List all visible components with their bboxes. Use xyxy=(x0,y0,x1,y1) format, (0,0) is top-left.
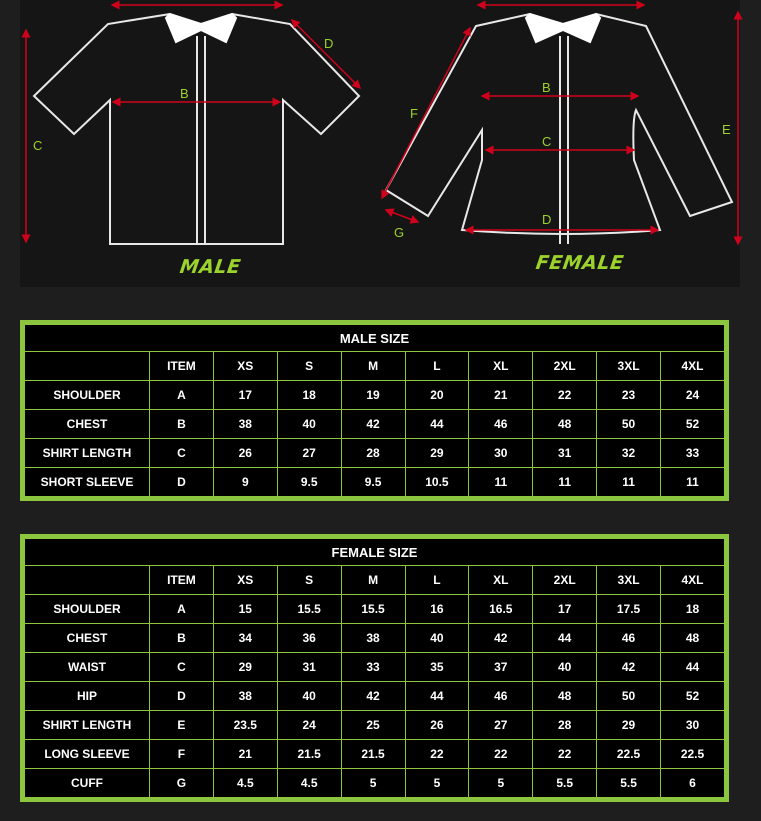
size-value-cell: 52 xyxy=(661,682,725,711)
size-value-cell: 5 xyxy=(469,769,533,798)
item-code-cell: C xyxy=(150,653,214,682)
female-size-table xyxy=(20,534,729,802)
size-value-cell: 11 xyxy=(661,468,725,497)
column-header: 4XL xyxy=(661,566,725,595)
table-row xyxy=(25,439,725,468)
size-value-cell: 42 xyxy=(341,682,405,711)
female-marker-c: C xyxy=(542,134,552,149)
size-value-cell: 35 xyxy=(405,653,469,682)
size-value-cell: 15.5 xyxy=(341,595,405,624)
female-marker-f: F xyxy=(410,106,418,121)
size-value-cell: 33 xyxy=(661,439,725,468)
size-value-cell: 30 xyxy=(661,711,725,740)
column-header xyxy=(25,352,150,381)
size-value-cell: 46 xyxy=(597,624,661,653)
size-value-cell: 18 xyxy=(661,595,725,624)
size-value-cell: 22 xyxy=(405,740,469,769)
size-value-cell: 9 xyxy=(213,468,277,497)
size-value-cell: 28 xyxy=(341,439,405,468)
size-value-cell: 26 xyxy=(213,439,277,468)
item-code-cell: A xyxy=(150,595,214,624)
column-header: M xyxy=(341,566,405,595)
size-value-cell: 6 xyxy=(661,769,725,798)
size-value-cell: 38 xyxy=(213,682,277,711)
row-label: WAIST xyxy=(25,653,150,682)
column-header: XS xyxy=(213,352,277,381)
size-value-cell: 26 xyxy=(405,711,469,740)
size-value-cell: 15.5 xyxy=(277,595,341,624)
item-code-cell: G xyxy=(150,769,214,798)
size-value-cell: 17.5 xyxy=(597,595,661,624)
size-value-cell: 15 xyxy=(213,595,277,624)
size-value-cell: 21.5 xyxy=(341,740,405,769)
size-value-cell: 22 xyxy=(469,740,533,769)
table-row xyxy=(25,682,725,711)
size-value-cell: 20 xyxy=(405,381,469,410)
table-row xyxy=(25,468,725,497)
table-row xyxy=(25,653,725,682)
row-label: SHIRT LENGTH xyxy=(25,711,150,740)
size-value-cell: 52 xyxy=(661,410,725,439)
table-header-row xyxy=(25,352,725,381)
size-value-cell: 27 xyxy=(277,439,341,468)
female-marker-g: G xyxy=(394,225,405,240)
male-marker-b: B xyxy=(180,86,189,101)
female-marker-a xyxy=(557,0,566,1)
size-value-cell: 44 xyxy=(405,682,469,711)
size-value-cell: 48 xyxy=(533,410,597,439)
size-value-cell: 42 xyxy=(341,410,405,439)
size-value-cell: 5 xyxy=(341,769,405,798)
size-value-cell: 5.5 xyxy=(533,769,597,798)
size-value-cell: 46 xyxy=(469,410,533,439)
size-value-cell: 4.5 xyxy=(213,769,277,798)
size-value-cell: 22 xyxy=(533,740,597,769)
item-code-cell: B xyxy=(150,410,214,439)
size-value-cell: 31 xyxy=(533,439,597,468)
table-row xyxy=(25,624,725,653)
size-value-cell: 50 xyxy=(597,682,661,711)
size-value-cell: 22.5 xyxy=(661,740,725,769)
column-header: M xyxy=(341,352,405,381)
size-value-cell: 10.5 xyxy=(405,468,469,497)
row-label: SHOULDER xyxy=(25,381,150,410)
size-value-cell: 44 xyxy=(533,624,597,653)
item-code-cell: A xyxy=(150,381,214,410)
size-value-cell: 22 xyxy=(533,381,597,410)
table-row xyxy=(25,410,725,439)
size-value-cell: 38 xyxy=(213,410,277,439)
table-title-row xyxy=(25,539,725,566)
column-header xyxy=(25,566,150,595)
column-header: L xyxy=(405,352,469,381)
female-measure-markers xyxy=(394,0,731,240)
item-code-cell: D xyxy=(150,468,214,497)
size-value-cell: 38 xyxy=(341,624,405,653)
table-row xyxy=(25,769,725,798)
column-header: ITEM xyxy=(150,566,214,595)
shirt-diagram-svg xyxy=(20,0,740,287)
size-value-cell: 5 xyxy=(405,769,469,798)
column-header: XL xyxy=(469,352,533,381)
table-row xyxy=(25,595,725,624)
item-code-cell: E xyxy=(150,711,214,740)
item-code-cell: F xyxy=(150,740,214,769)
size-value-cell: 44 xyxy=(405,410,469,439)
row-label: HIP xyxy=(25,682,150,711)
measurement-diagram xyxy=(20,0,740,287)
male-marker-a xyxy=(196,0,205,1)
female-marker-e: E xyxy=(722,122,731,137)
male-marker-c: C xyxy=(33,138,43,153)
column-header: 3XL xyxy=(597,566,661,595)
size-value-cell: 9.5 xyxy=(277,468,341,497)
size-value-cell: 16.5 xyxy=(469,595,533,624)
row-label: SHOULDER xyxy=(25,595,150,624)
size-value-cell: 34 xyxy=(213,624,277,653)
size-value-cell: 48 xyxy=(533,682,597,711)
female-shirt-outline xyxy=(386,14,732,244)
size-value-cell: 46 xyxy=(469,682,533,711)
male-size-table xyxy=(20,320,729,501)
size-value-cell: 37 xyxy=(469,653,533,682)
column-header: S xyxy=(277,566,341,595)
size-value-cell: 40 xyxy=(533,653,597,682)
size-value-cell: 29 xyxy=(213,653,277,682)
size-value-cell: 11 xyxy=(469,468,533,497)
female-marker-b: B xyxy=(542,80,551,95)
row-label: LONG SLEEVE xyxy=(25,740,150,769)
item-code-cell: D xyxy=(150,682,214,711)
column-header: 3XL xyxy=(597,352,661,381)
size-value-cell: 40 xyxy=(277,682,341,711)
size-value-cell: 17 xyxy=(533,595,597,624)
size-value-cell: 27 xyxy=(469,711,533,740)
size-value-cell: 24 xyxy=(277,711,341,740)
size-value-cell: 33 xyxy=(341,653,405,682)
size-value-cell: 21.5 xyxy=(277,740,341,769)
size-value-cell: 42 xyxy=(597,653,661,682)
item-code-cell: B xyxy=(150,624,214,653)
column-header: XL xyxy=(469,566,533,595)
table-row xyxy=(25,711,725,740)
row-label: SHIRT LENGTH xyxy=(25,439,150,468)
size-value-cell: 29 xyxy=(597,711,661,740)
column-header: 2XL xyxy=(533,566,597,595)
table-title: FEMALE SIZE xyxy=(25,539,725,566)
size-value-cell: 50 xyxy=(597,410,661,439)
size-value-cell: 42 xyxy=(469,624,533,653)
size-value-cell: 19 xyxy=(341,381,405,410)
size-value-cell: 24 xyxy=(661,381,725,410)
size-value-cell: 28 xyxy=(533,711,597,740)
size-value-cell: 16 xyxy=(405,595,469,624)
male-label: MALE xyxy=(178,256,243,278)
item-code-cell: C xyxy=(150,439,214,468)
row-label: CHEST xyxy=(25,624,150,653)
table-row xyxy=(25,381,725,410)
column-header: S xyxy=(277,352,341,381)
size-value-cell: 40 xyxy=(405,624,469,653)
row-label: CHEST xyxy=(25,410,150,439)
size-value-cell: 9.5 xyxy=(341,468,405,497)
male-marker-d: D xyxy=(324,36,334,51)
male-shirt-outline xyxy=(34,14,359,244)
row-label: CUFF xyxy=(25,769,150,798)
size-value-cell: 30 xyxy=(469,439,533,468)
female-marker-d: D xyxy=(542,212,552,227)
column-header: 4XL xyxy=(661,352,725,381)
column-header: 2XL xyxy=(533,352,597,381)
size-value-cell: 25 xyxy=(341,711,405,740)
table-row xyxy=(25,740,725,769)
size-value-cell: 44 xyxy=(661,653,725,682)
size-value-cell: 21 xyxy=(469,381,533,410)
column-header: ITEM xyxy=(150,352,214,381)
column-header: L xyxy=(405,566,469,595)
size-value-cell: 18 xyxy=(277,381,341,410)
size-value-cell: 23 xyxy=(597,381,661,410)
size-value-cell: 36 xyxy=(277,624,341,653)
column-header: XS xyxy=(213,566,277,595)
size-value-cell: 48 xyxy=(661,624,725,653)
size-value-cell: 21 xyxy=(213,740,277,769)
size-value-cell: 29 xyxy=(405,439,469,468)
size-value-cell: 5.5 xyxy=(597,769,661,798)
size-value-cell: 11 xyxy=(597,468,661,497)
size-value-cell: 31 xyxy=(277,653,341,682)
table-title-row xyxy=(25,325,725,352)
table-header-row xyxy=(25,566,725,595)
table-title: MALE SIZE xyxy=(25,325,725,352)
size-value-cell: 32 xyxy=(597,439,661,468)
size-value-cell: 22.5 xyxy=(597,740,661,769)
female-label: FEMALE xyxy=(534,252,626,274)
size-value-cell: 17 xyxy=(213,381,277,410)
size-value-cell: 4.5 xyxy=(277,769,341,798)
size-value-cell: 23.5 xyxy=(213,711,277,740)
size-value-cell: 40 xyxy=(277,410,341,439)
size-value-cell: 11 xyxy=(533,468,597,497)
row-label: SHORT SLEEVE xyxy=(25,468,150,497)
